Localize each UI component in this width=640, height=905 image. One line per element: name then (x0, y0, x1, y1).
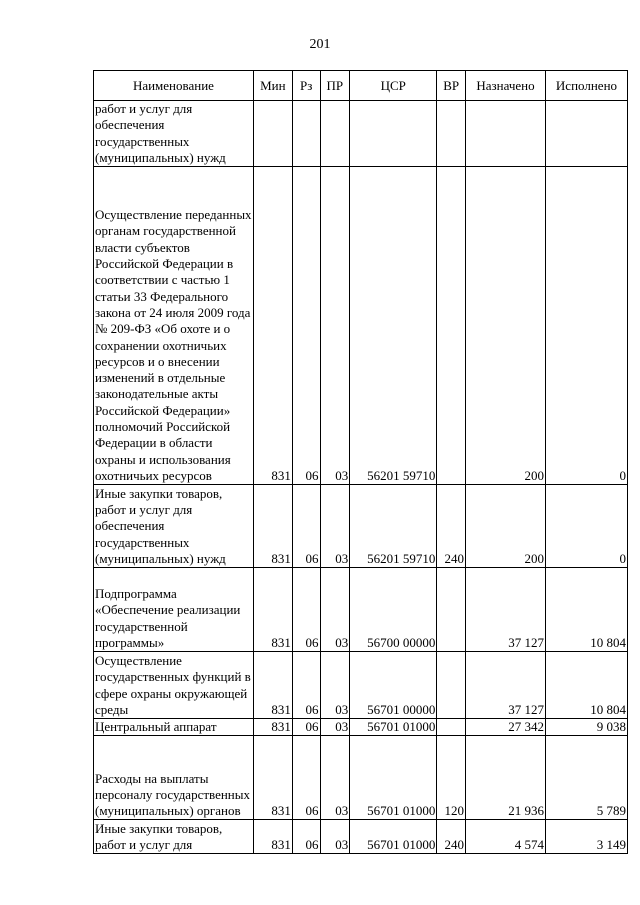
table-row (94, 485, 628, 568)
header-executed: Исполнено (545, 71, 627, 101)
row-vr (437, 101, 466, 167)
row-assigned: 4 574 (466, 820, 546, 854)
row-min: 831 (253, 485, 292, 568)
header-assigned: Назначено (466, 71, 546, 101)
row-name: Иные закупки товаров, работ и услуг для обеспечения государственных (муниципальных) нужд (94, 485, 254, 568)
row-assigned (466, 101, 546, 167)
budget-table (93, 70, 628, 854)
row-pr: 03 (320, 652, 350, 719)
row-assigned: 27 342 (466, 719, 546, 736)
row-min: 831 (253, 652, 292, 719)
row-csr: 56701 01000 (350, 820, 437, 854)
row-pr: 03 (320, 719, 350, 736)
row-rz: 06 (292, 485, 320, 568)
page-number: 201 (309, 37, 331, 52)
row-vr (437, 568, 466, 652)
row-assigned: 200 (466, 485, 546, 568)
row-executed: 10 804 (545, 652, 627, 719)
table-row (94, 167, 628, 485)
row-name: Центральный аппарат (94, 719, 254, 736)
row-min: 831 (253, 736, 292, 820)
header-min: Мин (253, 71, 292, 101)
row-csr: 56700 00000 (350, 568, 437, 652)
row-rz: 06 (292, 820, 320, 854)
header-csr: ЦСР (350, 71, 437, 101)
row-vr (437, 719, 466, 736)
row-rz: 06 (292, 736, 320, 820)
row-min: 831 (253, 820, 292, 854)
header-rz: Рз (292, 71, 320, 101)
header-pr: ПР (320, 71, 350, 101)
row-pr: 03 (320, 568, 350, 652)
table-header (94, 71, 628, 101)
row-name: Осуществление переданных органам государственной власти субъектов Российской Федерации в соответствии с частью 1 статьи 33 Федерального закона от 24 июля 2009 года № 209-ФЗ «Об охоте и о сохранении охотничьих ресурсов и о внесении изменений в отдельные законодательные акты Российской Федерации» полномочий Российской Федерации в области охраны и использования охотничьих ресурсов (94, 167, 254, 485)
table-row (94, 101, 628, 167)
row-executed: 0 (545, 485, 627, 568)
row-min (253, 101, 292, 167)
row-assigned: 37 127 (466, 568, 546, 652)
row-name: Осуществление государственных функций в сфере охраны окружающей среды (94, 652, 254, 719)
row-pr: 03 (320, 820, 350, 854)
row-assigned: 37 127 (466, 652, 546, 719)
row-rz: 06 (292, 652, 320, 719)
row-assigned: 200 (466, 167, 546, 485)
header-name: Наименование (94, 71, 254, 101)
row-executed: 5 789 (545, 736, 627, 820)
row-executed (545, 101, 627, 167)
table-row (94, 568, 628, 652)
table-row (94, 736, 628, 820)
row-csr: 56201 59710 (350, 167, 437, 485)
row-pr: 03 (320, 736, 350, 820)
row-name: работ и услуг для обеспечения государственных (муниципальных) нужд (94, 101, 254, 167)
row-rz: 06 (292, 719, 320, 736)
row-csr: 56701 00000 (350, 652, 437, 719)
header-row (94, 71, 628, 101)
row-vr (437, 652, 466, 719)
row-pr: 03 (320, 167, 350, 485)
row-csr: 56201 59710 (350, 485, 437, 568)
row-pr (320, 101, 350, 167)
table-body (94, 101, 628, 854)
row-name: Расходы на выплаты персоналу государственных (муниципальных) органов (94, 736, 254, 820)
row-vr: 120 (437, 736, 466, 820)
row-vr: 240 (437, 820, 466, 854)
row-assigned: 21 936 (466, 736, 546, 820)
row-executed: 10 804 (545, 568, 627, 652)
row-vr (437, 167, 466, 485)
row-vr: 240 (437, 485, 466, 568)
row-min: 831 (253, 167, 292, 485)
row-min: 831 (253, 568, 292, 652)
row-csr (350, 101, 437, 167)
header-vr: ВР (437, 71, 466, 101)
row-rz: 06 (292, 568, 320, 652)
row-executed: 3 149 (545, 820, 627, 854)
table-row (94, 719, 628, 736)
row-rz (292, 101, 320, 167)
row-name: Подпрограмма «Обеспечение реализации государственной программы» (94, 568, 254, 652)
row-name: Иные закупки товаров, работ и услуг для (94, 820, 254, 854)
row-executed: 0 (545, 167, 627, 485)
row-csr: 56701 01000 (350, 736, 437, 820)
table-row (94, 652, 628, 719)
row-csr: 56701 01000 (350, 719, 437, 736)
row-rz: 06 (292, 167, 320, 485)
row-executed: 9 038 (545, 719, 627, 736)
table-row (94, 820, 628, 854)
row-min: 831 (253, 719, 292, 736)
row-pr: 03 (320, 485, 350, 568)
